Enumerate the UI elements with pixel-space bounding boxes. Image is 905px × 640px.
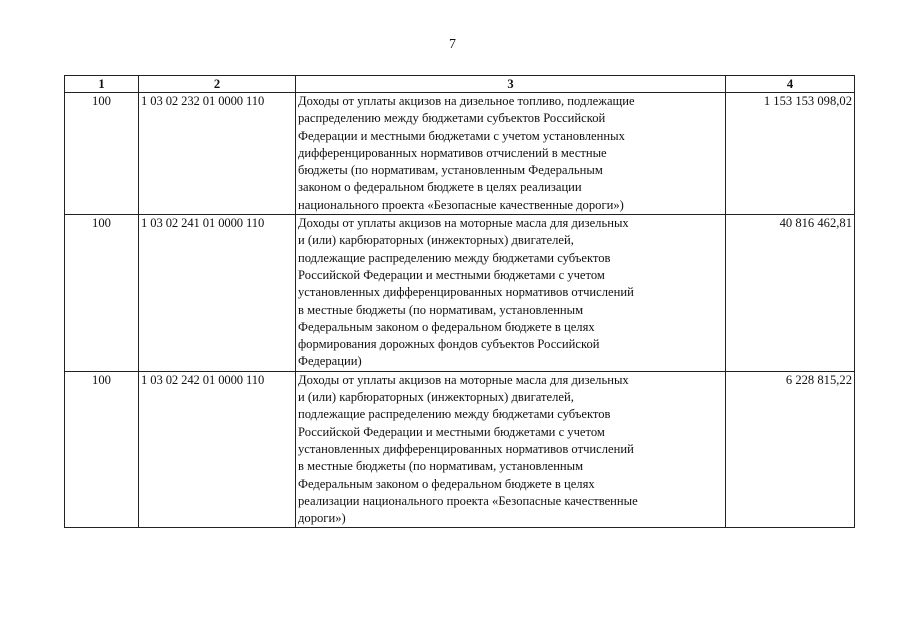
kbk-code-cell: 1 03 02 241 01 0000 110 <box>139 215 296 372</box>
header-col-4: 4 <box>726 76 855 93</box>
description-line: и (или) карбюраторных (инжекторных) двигателей, <box>298 390 574 405</box>
description-line: Российской Федерации и местными бюджетами с учетом <box>298 424 605 439</box>
amount-cell: 6 228 815,22 <box>726 371 855 528</box>
description-line: национального проекта «Безопасные качественные дороги») <box>298 197 624 212</box>
description-cell <box>296 93 726 215</box>
description-line: Доходы от уплаты акцизов на моторные масла для дизельных <box>298 216 629 231</box>
description-line: Федеральным законом о федеральном бюджете в целях <box>298 319 595 334</box>
admin-code-cell: 100 <box>65 371 139 528</box>
revenue-table <box>64 75 855 528</box>
admin-code-cell: 100 <box>65 93 139 215</box>
admin-code-cell: 100 <box>65 215 139 372</box>
description-line: дифференцированных нормативов отчислений в местные <box>298 145 607 160</box>
description-line: Доходы от уплаты акцизов на дизельное топливо, подлежащие <box>298 94 635 108</box>
table-row <box>65 93 855 215</box>
description-line: реализации национального проекта «Безопасные качественные <box>298 493 638 508</box>
description-line: подлежащие распределению между бюджетами субъектов <box>298 250 611 265</box>
description-line: в местные бюджеты (по нормативам, установленным <box>298 302 584 317</box>
table-row <box>65 215 855 372</box>
table-row <box>65 371 855 528</box>
kbk-code-cell: 1 03 02 232 01 0000 110 <box>139 93 296 215</box>
amount-cell: 40 816 462,81 <box>726 215 855 372</box>
header-col-3: 3 <box>296 76 726 93</box>
description-line: подлежащие распределению между бюджетами субъектов <box>298 407 611 422</box>
amount-cell: 1 153 153 098,02 <box>726 93 855 215</box>
description-line: Федерации) <box>298 354 362 369</box>
description-line: и (или) карбюраторных (инжекторных) двигателей, <box>298 233 574 248</box>
header-col-1: 1 <box>65 76 139 93</box>
description-cell <box>296 215 726 372</box>
header-col-2: 2 <box>139 76 296 93</box>
description-line: Федеральным законом о федеральном бюджете в целях <box>298 476 595 491</box>
description-line: Российской Федерации и местными бюджетами с учетом <box>298 267 605 282</box>
description-line: распределению между бюджетами субъектов Российской <box>298 111 606 126</box>
description-line: в местные бюджеты (по нормативам, установленным <box>298 459 584 474</box>
description-line: Федерации и местными бюджетами с учетом установленных <box>298 128 625 143</box>
description-line: установленных дифференцированных нормативов отчислений <box>298 285 634 300</box>
page-number: 7 <box>449 37 456 52</box>
description-line: бюджеты (по нормативам, установленным Федеральным <box>298 163 603 178</box>
description-line: законом о федеральном бюджете в целях реализации <box>298 180 582 195</box>
kbk-code-cell: 1 03 02 242 01 0000 110 <box>139 371 296 528</box>
description-cell <box>296 371 726 528</box>
description-line: формирования дорожных фондов субъектов Российской <box>298 337 600 352</box>
description-line: установленных дифференцированных нормативов отчислений <box>298 441 634 456</box>
description-line: Доходы от уплаты акцизов на моторные масла для дизельных <box>298 372 629 387</box>
description-line: дороги») <box>298 511 346 526</box>
table-header-row <box>65 76 855 93</box>
